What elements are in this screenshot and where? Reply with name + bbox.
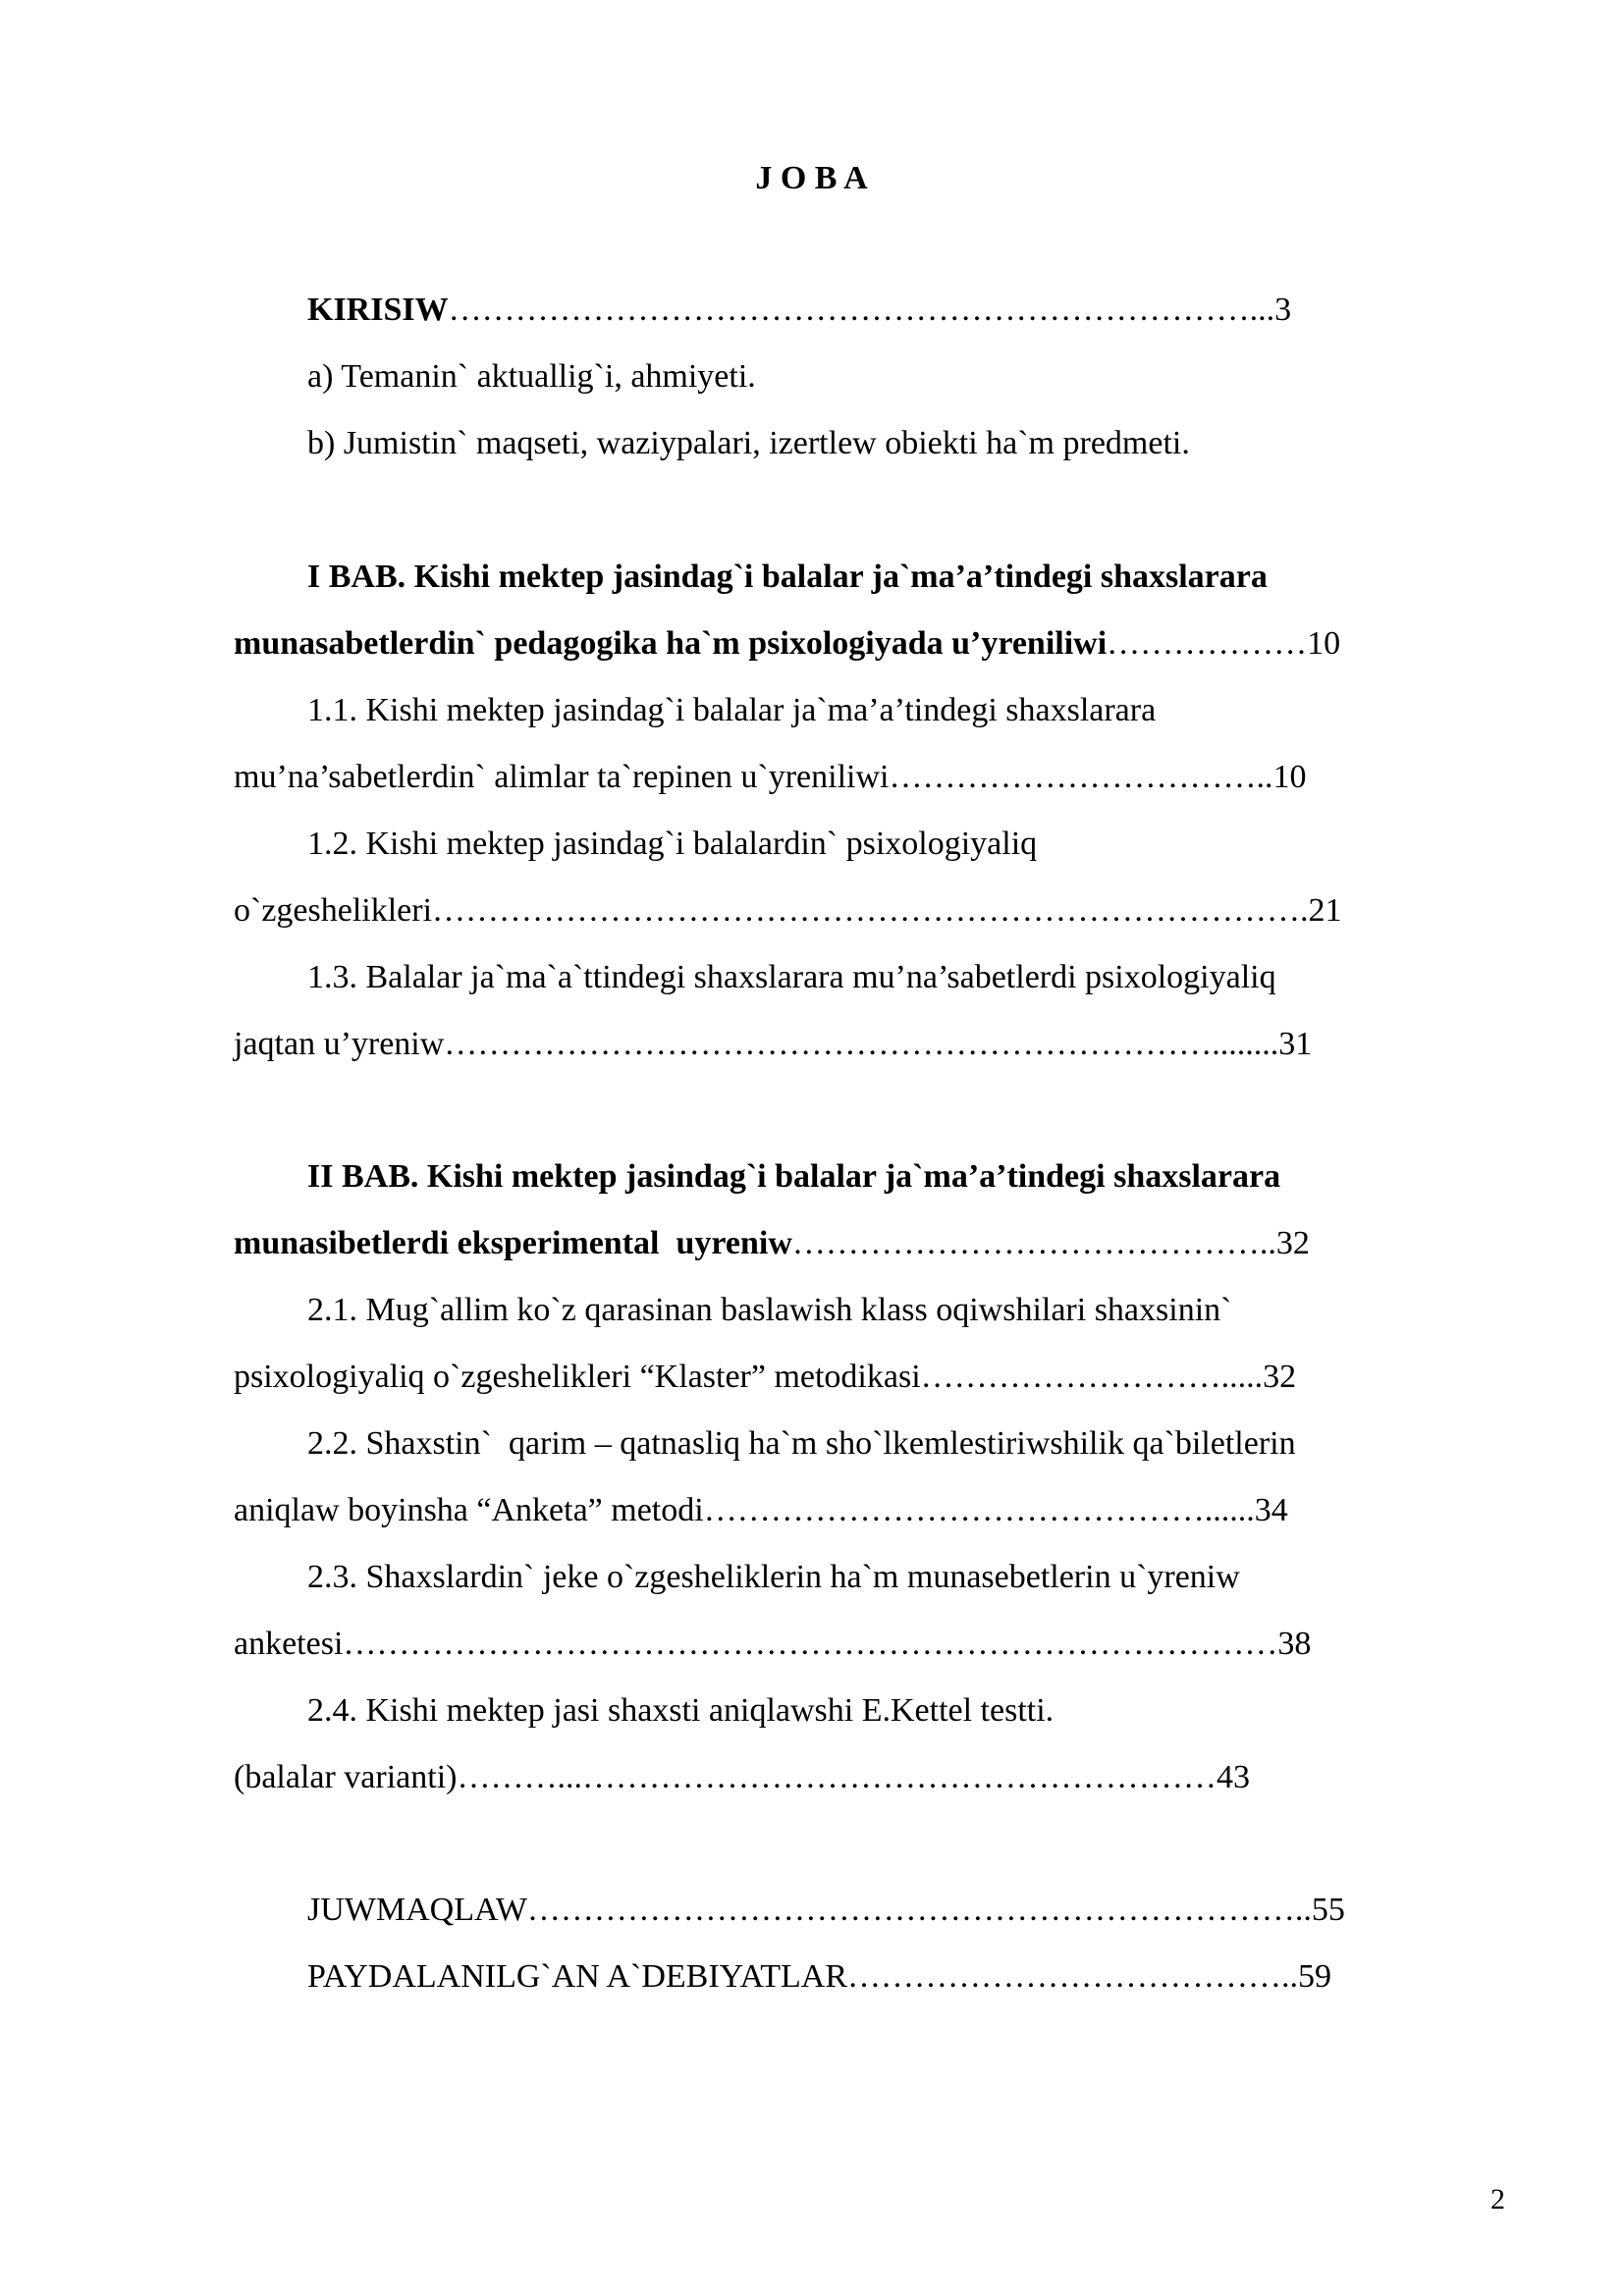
toc-section-1-2-line2: o`zgeshelikleri…………………………………………………………………….21 [234, 892, 1342, 929]
toc-subitem-b: b) Jumistin` maqseti, waziypalari, izertlew obiekti ha`m predmeti. [307, 425, 1190, 461]
toc-chapter-1-line2 [234, 627, 1340, 661]
toc-chapter-1-title-end: munasabetlerdin` pedagogika ha`m psixologiyada u’yreniliwi [234, 625, 1108, 662]
toc-section-1-1-line1: 1.1. Kishi mektep jasindag`i balalar ja`ma’a’tindegi shaxslarara [307, 692, 1157, 728]
page-title: J O B A [755, 160, 868, 196]
toc-section-1-2-line1: 1.2. Kishi mektep jasindag`i balalardin` psixologiyaliq [307, 826, 1038, 862]
toc-section-1-1-line2: mu’na’sabetlerdin` alimlar ta`repinen u`yreniliwi……………………………..10 [234, 759, 1307, 795]
page-number: 2 [1490, 2183, 1505, 2216]
toc-section-2-2-line2: aniqlaw boyinsha “Anketa” metodi………………………………………......34 [234, 1492, 1288, 1528]
toc-section-2-3-line2: anketesi…………………………………………………………………………38 [234, 1626, 1312, 1662]
toc-chapter-2-leader: ……………………………………..32 [791, 1225, 1310, 1261]
toc-section-2-4-line2: (balalar varianti)………...…………………………………………………43 [234, 1759, 1250, 1795]
toc-entry-juwmaqlaw: JUWMAQLAW……………………………………………………………..55 [307, 1892, 1345, 1928]
toc-chapter-2-line2 [234, 1227, 1310, 1260]
toc-section-2-3-line1: 2.3. Shaxslardin` jeke o`zgesheliklerin ha`m munasebetlerin u`yreniw [307, 1559, 1240, 1595]
toc-section-1-3-line1: 1.3. Balalar ja`ma`a`ttindegi shaxslarara mu’na’sabetlerdi psixologiyaliq [307, 959, 1276, 995]
toc-chapter-2-line1: II BAB. Kishi mektep jasindag`i balalar ja`ma’a’tindegi shaxslarara [307, 1158, 1281, 1195]
toc-section-1-3-line2: jaqtan u’yreniw……………………………………………………………........31 [234, 1026, 1313, 1062]
toc-subitem-a: a) Temanin` aktuallig`i, ahmiyeti. [307, 358, 756, 395]
toc-chapter-1-line1: I BAB. Kishi mektep jasindag`i balalar ja`ma’a’tindegi shaxslarara [307, 559, 1268, 595]
toc-chapter-2-title-end: munasibetlerdi eksperimental uyreniw [234, 1225, 792, 1261]
toc-entry-kirisiw-label: KIRISIW [307, 292, 449, 328]
toc-section-2-4-line1: 2.4. Kishi mektep jasi shaxsti aniqlawshi E.Kettel testti. [307, 1692, 1055, 1729]
toc-section-2-1-line2: psixologiyaliq o`zgeshelikleri “Klaster” metodikasi……………………….....32 [234, 1359, 1297, 1395]
toc-entry-kirisiw [307, 294, 1291, 327]
toc-entry-kirisiw-leader: ………………………………………………………………...3 [448, 292, 1292, 328]
toc-entry-paydalanilgan: PAYDALANILG`AN A`DEBIYATLAR…………………………………..59 [307, 1958, 1331, 1995]
toc-section-2-1-line1: 2.1. Mug`allim ko`z qarasinan baslawish klass oqiwshilari shaxsinin` [307, 1292, 1232, 1328]
toc-section-2-2-line1: 2.2. Shaxstin` qarim – qatnasliq ha`m sho`lkemlestiriwshilik qa`biletlerin [307, 1425, 1296, 1462]
toc-chapter-1-leader: ………………10 [1107, 625, 1341, 662]
